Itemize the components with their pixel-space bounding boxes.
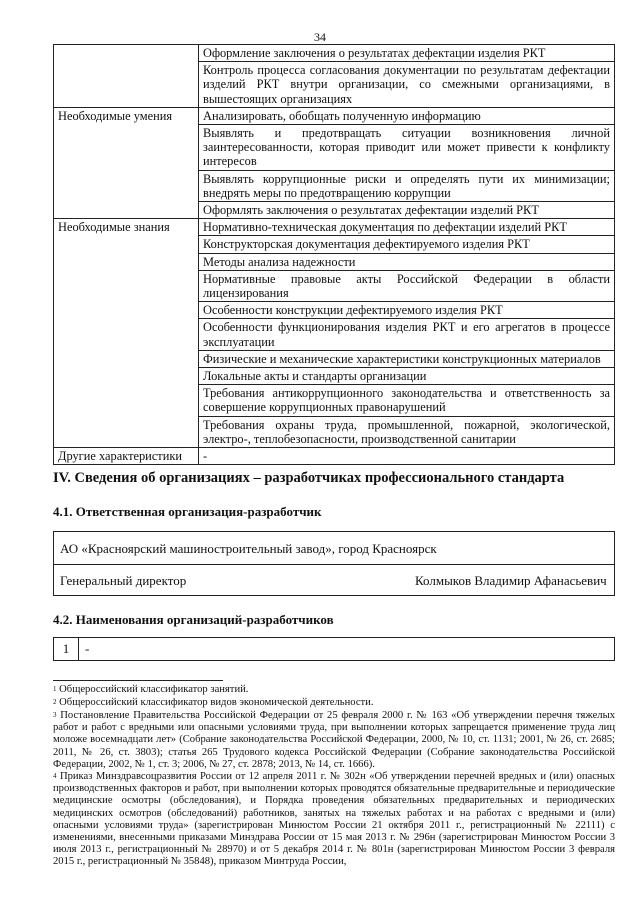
footnote-text: Общероссийский классификатор видов экономической деятельности. [59,697,374,708]
row-value: Нормативно-техническая документация по дефектации изделий РКТ [199,219,615,236]
footnote [53,684,615,696]
row-value: Анализировать, обобщать полученную информацию [199,107,615,124]
table-row [54,219,615,236]
row-value: Особенности функционирования изделия РКТ и его агрегатов в процессе эксплуатации [199,319,615,350]
footnote-mark: 1 [53,685,57,693]
row-value: Локальные акты и стандарты организации [199,368,615,385]
row-value: Конструкторская документация дефектируемого изделия РКТ [199,236,615,253]
row-value: - [199,448,615,465]
row-value: Оформление заключения о результатах дефектации изделия РКТ [199,45,615,62]
responsible-org-table [53,531,615,596]
row-value: Требования охраны труда, промышленной, пожарной, экологической, электро-, теплобезопасности, производственной санитарии [199,416,615,447]
row-label: Необходимые знания [54,219,199,448]
footnote [53,697,615,709]
footnote-mark: 2 [53,698,57,706]
org-name: АО «Красноярский машиностроительный завод», город Красноярск [60,541,437,556]
table-row [54,448,615,465]
row-value: Выявлять коррупционные риски и определять пути их минимизации; внедрять меры по предотвращению коррупции [199,170,615,201]
org-divider [54,564,614,565]
table-row [54,107,615,124]
section-heading: IV. Сведения об организациях – разработчиках профессионального стандарта [53,470,565,486]
developer-name: - [85,641,90,656]
footnote-text: Общероссийский классификатор занятий. [59,684,249,695]
row-value: Физические и механические характеристики конструкционных материалов [199,350,615,367]
row-label: Необходимые умения [54,107,199,218]
row-label: Другие характеристики [54,448,199,465]
org-director-role: Генеральный директор [60,573,187,588]
subsection-heading-developers: 4.2. Наименования организаций-разработчиков [53,612,334,627]
requirements-table [53,44,615,465]
row-value: Методы анализа надежности [199,253,615,270]
row-value: Нормативные правовые акты Российской Федерации в области лицензирования [199,270,615,301]
row-value: Контроль процесса согласования документации по результатам дефектации изделий РКТ внутри организации, со смежными организациями, в вышестоящих организациях [199,62,615,108]
footnote-mark: 3 [53,711,57,719]
developer-number: 1 [54,638,79,660]
footnote [53,710,615,771]
org-director-name: Колмыков Владимир Афанасьевич [415,573,607,588]
page-number: 34 [314,30,326,44]
developers-table [53,637,615,661]
row-value: Выявлять и предотвращать ситуации возникновения личной заинтересованности, которая приводит или может привести к конфликту интересов [199,125,615,171]
footnote-text: Приказ Минздравсоцразвития России от 12 апреля 2011 г. № 302н «Об утверждении перечней вредных и (или) опасных производственных факторов и работ, при выполнении которых проводятся обязательные предварительные и периодические медицинские осмотры (обследования), и Порядка проведения обязательных предварительных и периодических медицинских осмотров (обследований) работников, занятых на тяжелых работах и на работах с вредными и (или) опасными условиями труда» (зарегистрирован Минюстом России 21 октября 2011 г., регистрационный № 22111) с изменениями, внесенными приказами Минздрава России от 15 мая 2013 г. № 296н (зарегистрирован Минюстом России 3 июля 2013 г., регистрационный № 28970) и от 5 декабря 2014 г. № 801н (зарегистрирован Минюстом России 3 февраля 2015 г., регистрационный № 35848), приказом Минтруда России, [53,771,615,868]
row-value: Оформлять заключения о результатах дефектации изделий РКТ [199,202,615,219]
subsection-heading-responsible-org: 4.1. Ответственная организация-разработчик [53,504,322,519]
row-value: Особенности конструкции дефектируемого изделия РКТ [199,302,615,319]
footnote-separator [53,680,223,681]
footnote-mark: 4 [53,772,57,780]
table-row [54,45,615,62]
row-value: Требования антикоррупционного законодательства и ответственность за совершение коррупционных правонарушений [199,385,615,416]
footnote-text: Постановление Правительства Российской Федерации от 25 февраля 2000 г. № 163 «Об утверждении перечня тяжелых работ и работ с вредными или опасными условиями труда, при выполнении которых запрещается применение труда лиц моложе восемнадцати лет» (Собрание законодательства Российской Федерации, 2000, № 10, ст. 1131; 2001, № 26, ст. 2685; 2011, № 26, ст. 3803); статья 265 Трудового кодекса Российской Федерации (Собрание законодательства Российской Федерации, 2002, № 1, ст. 3; 2006, № 27, ст. 2878; 2013, № 14, ст. 1666). [53,710,615,770]
row-label [54,45,199,108]
footnote [53,771,615,869]
